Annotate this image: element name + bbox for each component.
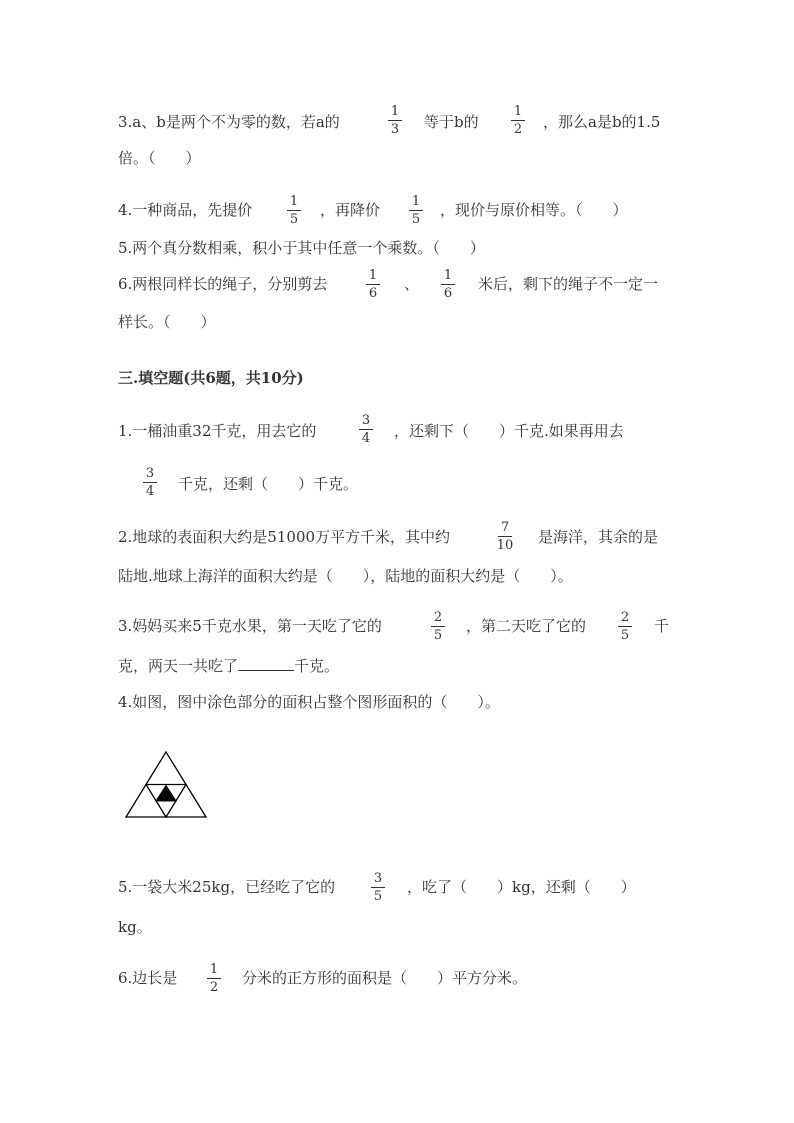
fraction-1-5-b: 1 5 bbox=[406, 194, 426, 227]
section-heading: 三.填空题(共6题，共10分) bbox=[118, 369, 304, 387]
judge-q6-text-b: 、 bbox=[404, 275, 420, 293]
judge-q4-text-a: 4.一种商品，先提价 bbox=[118, 201, 253, 219]
fraction-1-5: 1 5 bbox=[284, 194, 304, 227]
fill-q3-text-d-inner: 克，两天一共吃了 bbox=[118, 657, 239, 675]
judge-q4-text-b: ，再降价 bbox=[320, 201, 381, 219]
fraction-3-4-b: 3 4 bbox=[140, 466, 160, 499]
fill-q3-text-d bbox=[118, 656, 339, 676]
judge-q3-text-b: 等于b的 bbox=[424, 113, 479, 131]
judge-q3-text-a: 3.a、b是两个不为零的数，若a的 bbox=[118, 113, 340, 131]
fraction-3-5: 3 5 bbox=[368, 871, 388, 904]
fill-q6-text-a: 6.边长是 bbox=[118, 969, 178, 987]
fill-q1-text-a: 1.一桶油重32千克，用去它的 bbox=[118, 422, 317, 440]
fill-q5-text-a: 5.一袋大米25kg，已经吃了它的 bbox=[118, 878, 336, 896]
fraction-1-2: 1 2 bbox=[508, 104, 528, 137]
fill-q3-text-c: 千 bbox=[654, 617, 670, 635]
fill-q3-text-e: 千克。 bbox=[294, 657, 340, 675]
fraction-7-10: 7 10 bbox=[496, 520, 514, 553]
triangle-figure bbox=[124, 750, 208, 820]
shaded-triangle bbox=[156, 786, 176, 802]
fill-q3-text-b: ，第二天吃了它的 bbox=[466, 617, 587, 635]
fill-q2-text-b: 是海洋，其余的是 bbox=[538, 528, 659, 546]
fill-q5-text-b: ，吃了（ ）kg，还剩（ ） bbox=[407, 878, 636, 896]
fill-q2-text-c: 陆地.地球上海洋的面积大约是（ ），陆地的面积大约是（ ）。 bbox=[118, 567, 573, 585]
fill-q2-text-a: 2.地球的表面积大约是51000万平方千米，其中约 bbox=[118, 528, 451, 546]
fill-q1-text-b: ，还剩下（ ）千克.如果再用去 bbox=[394, 422, 624, 440]
judge-q5-text: 5.两个真分数相乘，积小于其中任意一个乘数。（ ） bbox=[118, 239, 485, 257]
fraction-1-6-b: 1 6 bbox=[438, 268, 458, 301]
judge-q3-text-c: ，那么a是b的1.5 bbox=[543, 113, 661, 131]
fill-q1-text-c: 千克，还剩（ ）千克。 bbox=[178, 475, 359, 493]
judge-q6-text-d: 样长。（ ） bbox=[118, 313, 216, 331]
judge-q3-text-d: 倍。（ ） bbox=[118, 149, 201, 167]
answer-blank[interactable] bbox=[238, 656, 294, 671]
fraction-1-3: 1 3 bbox=[385, 104, 405, 137]
fraction-2-5-b: 2 5 bbox=[615, 610, 635, 643]
fraction-1-2-b: 1 2 bbox=[204, 962, 224, 995]
judge-q6-text-c: 米后，剩下的绳子不一定一 bbox=[478, 275, 659, 293]
fill-q5-text-c: kg。 bbox=[118, 918, 152, 936]
fraction-1-6: 1 6 bbox=[363, 268, 383, 301]
fill-q4-text: 4.如图，图中涂色部分的面积占整个图形面积的（ ）。 bbox=[118, 693, 500, 711]
judge-q4-text-c: ，现价与原价相等。（ ） bbox=[440, 201, 628, 219]
fraction-2-5: 2 5 bbox=[428, 610, 448, 643]
judge-q6-text-a: 6.两根同样长的绳子，分别剪去 bbox=[118, 275, 328, 293]
fill-q6-text-b: 分米的正方形的面积是（ ）平方分米。 bbox=[242, 969, 528, 987]
fill-q3-text-a: 3.妈妈买来5千克水果，第一天吃了它的 bbox=[118, 617, 382, 635]
fraction-3-4: 3 4 bbox=[356, 413, 376, 446]
